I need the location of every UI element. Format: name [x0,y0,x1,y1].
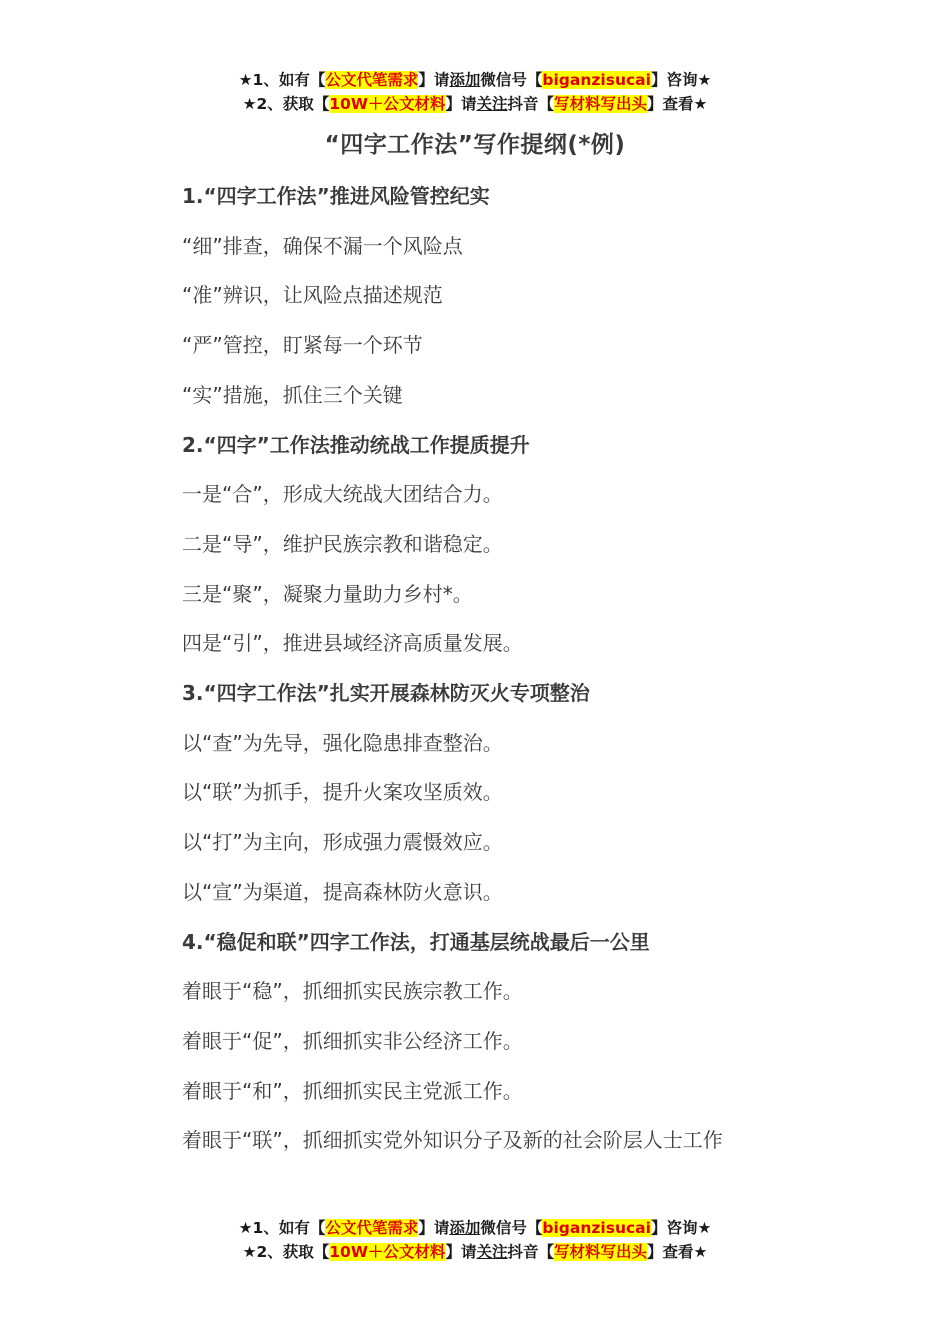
page-title: “四字工作法”写作提纲(*例) [324,132,626,158]
banner-text: ★2、获取【 [242,1243,330,1261]
list-item: 三是“聚”，凝聚力量助力乡村*。 [182,581,473,606]
banner-underlined: 添加 [449,1219,481,1237]
banner-text: 抖音【 [507,95,554,113]
banner-underlined: 关注 [476,1243,508,1261]
banner-text: 】请 [418,1219,450,1237]
banner-text: ★1、如有【 [238,1219,326,1237]
list-item: 着眼于“联”，抓细抓实党外知识分子及新的社会阶层人士工作 [182,1128,723,1153]
banner-text: 】咨询★ [650,71,712,89]
banner-underlined: 添加 [449,71,481,89]
banner-text: 微信号【 [480,71,543,89]
list-item: 着眼于“和”，抓细抓实民主党派工作。 [182,1078,523,1103]
list-item: “细”排查，确保不漏一个风险点 [182,233,463,258]
banner-douyin-name: 写材料写出头 [553,95,647,113]
top-banner [0,68,950,116]
list-item: “准”辨识，让风险点描述规范 [182,283,443,308]
list-item: 以“打”为主向，形成强力震慑效应。 [182,830,503,855]
banner-text: ★1、如有【 [238,71,326,89]
banner-line-2 [0,92,950,116]
list-item: 着眼于“促”，抓细抓实非公经济工作。 [182,1028,523,1053]
list-item: 一是“合”，形成大统战大团结合力。 [182,482,503,507]
list-item: 以“宣”为渠道，提高森林防火意识。 [182,879,503,904]
banner-line-1 [0,68,950,92]
bottom-banner [0,1216,950,1264]
banner-text: ★2、获取【 [242,95,330,113]
document-body [143,172,803,1166]
banner-text: 】查看★ [647,95,708,113]
banner-text: 抖音【 [507,1243,554,1261]
list-item: 以“联”为抓手，提升火案攻坚质效。 [182,780,503,805]
list-item: “严”管控，盯紧每一个环节 [182,333,423,358]
list-item: 着眼于“稳”，抓细抓实民族宗教工作。 [182,979,523,1004]
banner-underlined: 关注 [476,95,508,113]
section-heading: 1.“四字工作法”推进风险管控纪实 [182,184,490,208]
banner-highlight: 公文代笔需求 [325,71,419,89]
banner-highlight: 10W＋公文材料 [329,1243,446,1261]
banner-text: 】查看★ [647,1243,708,1261]
list-item: “实”措施，抓住三个关键 [182,382,403,407]
banner-wechat-id: biganzisucai [542,71,651,89]
banner-text: 】请 [445,1243,477,1261]
banner-text: 】请 [418,71,450,89]
list-item: 二是“导”，维护民族宗教和谐稳定。 [182,531,503,556]
banner-douyin-name: 写材料写出头 [553,1243,647,1261]
banner-line-1 [0,1216,950,1240]
banner-highlight: 10W＋公文材料 [329,95,446,113]
list-item: 以“查”为先导，强化隐患排查整治。 [182,730,503,755]
banner-line-2 [0,1240,950,1264]
section-heading: 3.“四字工作法”扎实开展森林防灭火专项整治 [182,681,590,706]
list-item: 四是“引”，推进县域经济高质量发展。 [182,631,523,656]
banner-wechat-id: biganzisucai [542,1219,651,1237]
banner-highlight: 公文代笔需求 [325,1219,419,1237]
banner-text: 】请 [445,95,477,113]
section-heading: 4.“稳促和联”四字工作法，打通基层统战最后一公里 [182,929,650,954]
section-heading: 2.“四字”工作法推动统战工作提质提升 [182,432,530,457]
banner-text: 微信号【 [480,1219,543,1237]
banner-text: 】咨询★ [650,1219,712,1237]
